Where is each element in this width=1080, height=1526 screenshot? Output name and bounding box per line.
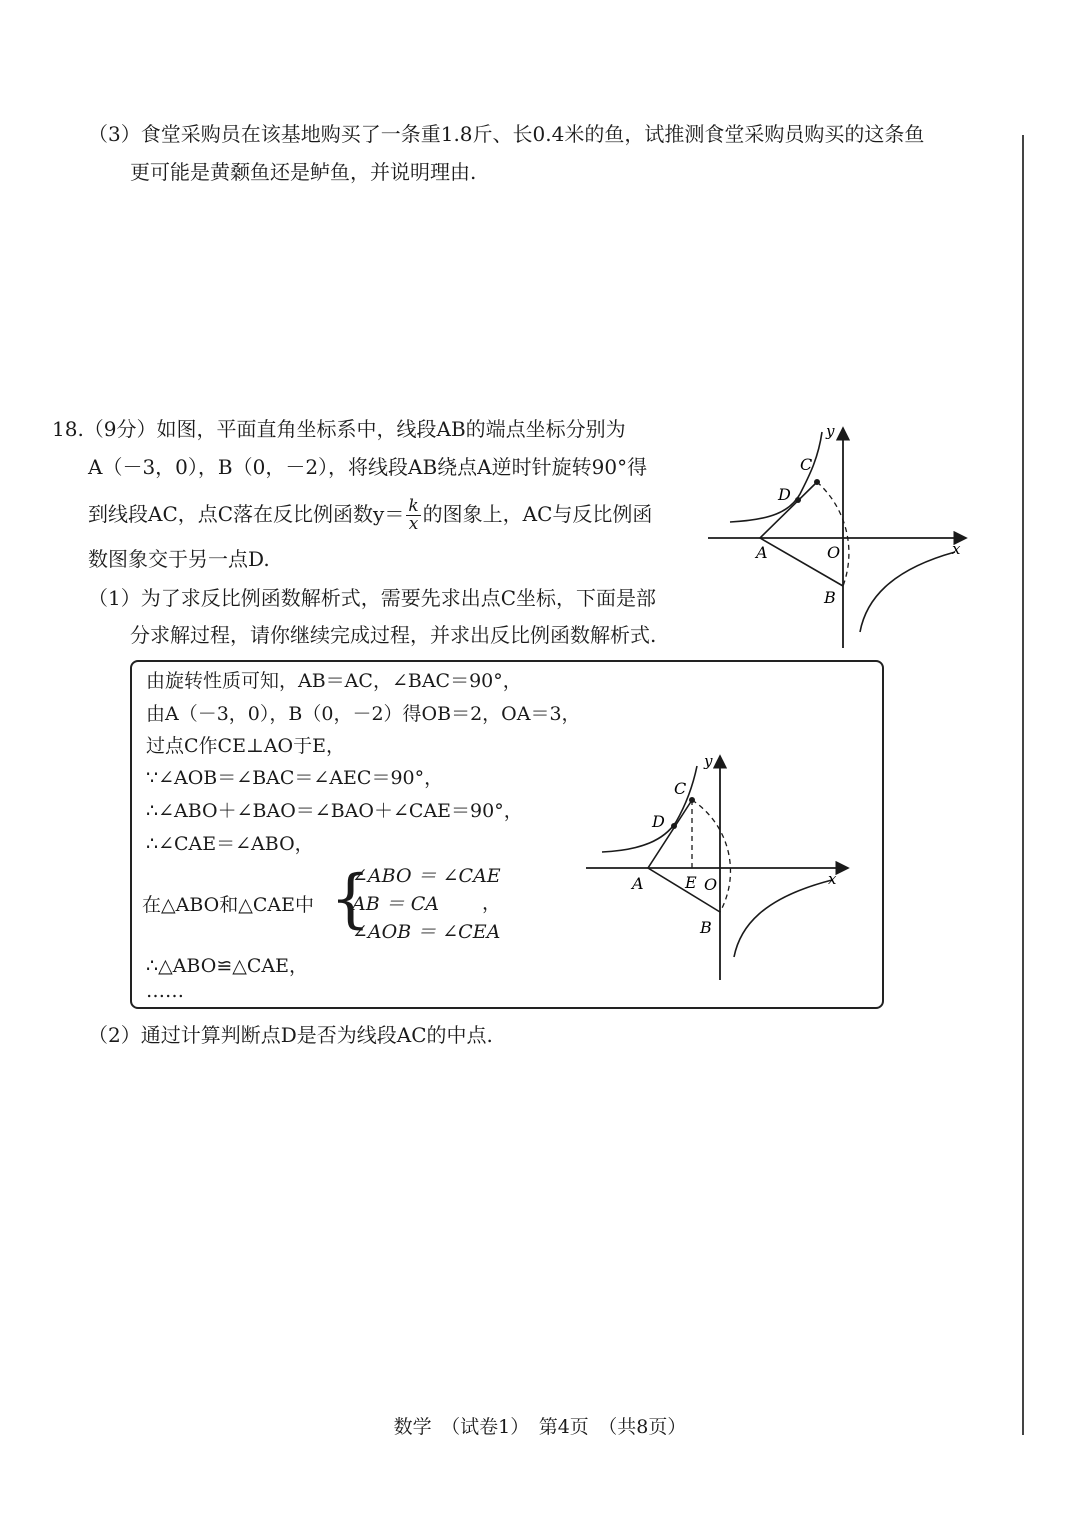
figure-1-coordinate-plot	[700, 420, 980, 650]
hyperbola-branch-upper-left	[730, 432, 822, 522]
solution-ellipsis: ……	[146, 980, 184, 1002]
q18-line2: A（－3，0），B（0，－2），将线段AB绕点A逆时针旋转90°得	[88, 455, 648, 479]
label-b: B	[700, 918, 712, 937]
label-d: D	[778, 485, 791, 504]
q18-line3-post: 的图象上，AC与反比例函	[422, 502, 653, 526]
rotation-arc	[692, 800, 730, 912]
label-e: E	[685, 873, 697, 892]
q18-part2: （2）通过计算判断点D是否为线段AC的中点.	[88, 1023, 493, 1047]
left-brace: {	[330, 862, 371, 936]
label-d: D	[652, 812, 665, 831]
binding-margin-line	[1022, 135, 1024, 1435]
q18-part1-line2: 分求解过程，请你继续完成过程，并求出反比例函数解析式.	[130, 623, 657, 647]
solution-line-5: ∴∠ABO＋∠BAO＝∠BAO＋∠CAE＝90°，	[146, 800, 523, 822]
solution-line-2: 由A（－3，0），B（0，－2）得OB＝2，OA＝3，	[146, 703, 581, 725]
label-o: O	[827, 543, 841, 562]
system-suffix: ，	[482, 892, 502, 914]
point-d	[795, 497, 801, 503]
solution-line-1: 由旋转性质可知，AB＝AC，∠BAC＝90°，	[146, 670, 522, 692]
system-row-2: AB ＝ CA	[352, 893, 440, 915]
point-c	[814, 479, 820, 485]
point-d	[671, 823, 677, 829]
fraction-denominator: x	[408, 514, 419, 534]
label-x: x	[952, 540, 961, 558]
label-c: C	[674, 779, 687, 798]
hyperbola-branch-lower-right	[734, 880, 832, 957]
fraction-numerator: k	[408, 496, 419, 516]
solution-box	[130, 660, 884, 1009]
k-over-x-fraction	[406, 498, 420, 533]
q18-part1-line1: （1）为了求反比例函数解析式，需要先求出点C坐标，下面是部	[88, 586, 657, 610]
label-a: A	[632, 874, 644, 893]
q18-line4: 数图象交于另一点D.	[88, 547, 270, 571]
solution-conclusion: ∴△ABO≌△CAE，	[146, 955, 308, 977]
q17-part3-line2: 更可能是黄颡鱼还是鲈鱼，并说明理由.	[130, 160, 477, 184]
label-a: A	[756, 543, 768, 562]
hyperbola-branch-lower-right	[860, 552, 955, 632]
label-x: x	[828, 870, 837, 888]
label-b: B	[824, 588, 836, 607]
label-c: C	[800, 455, 813, 474]
point-c	[689, 797, 695, 803]
system-prefix: 在△ABO和△CAE中	[142, 894, 314, 916]
label-o: O	[704, 875, 718, 894]
figure-2-coordinate-plot	[582, 752, 852, 987]
system-row-1: ∠ABO ＝ ∠CAE	[352, 865, 501, 887]
q18-line1: 18.（9分）如图，平面直角坐标系中，线段AB的端点坐标分别为	[52, 417, 626, 441]
q17-part3-line1: （3）食堂采购员在该基地购买了一条重1.8斤、长0.4米的鱼，试推测食堂采购员购买的这条鱼	[88, 122, 925, 146]
solution-line-6: ∴∠CAE＝∠ABO，	[146, 833, 314, 855]
solution-line-3: 过点C作CE⊥AO于E，	[146, 735, 345, 757]
page-footer: 数学 （试卷1） 第4页 （共8页）	[393, 1416, 687, 1438]
solution-line-4: ∵∠AOB＝∠BAC＝∠AEC＝90°，	[146, 767, 444, 789]
label-y: y	[826, 422, 835, 440]
q18-line3	[88, 498, 652, 533]
rotation-arc	[817, 482, 849, 586]
label-y: y	[704, 752, 713, 770]
q18-line3-pre: 到线段AC，点C落在反比例函数y＝	[88, 502, 405, 526]
system-row-3: ∠AOB ＝ ∠CEA	[352, 921, 501, 943]
